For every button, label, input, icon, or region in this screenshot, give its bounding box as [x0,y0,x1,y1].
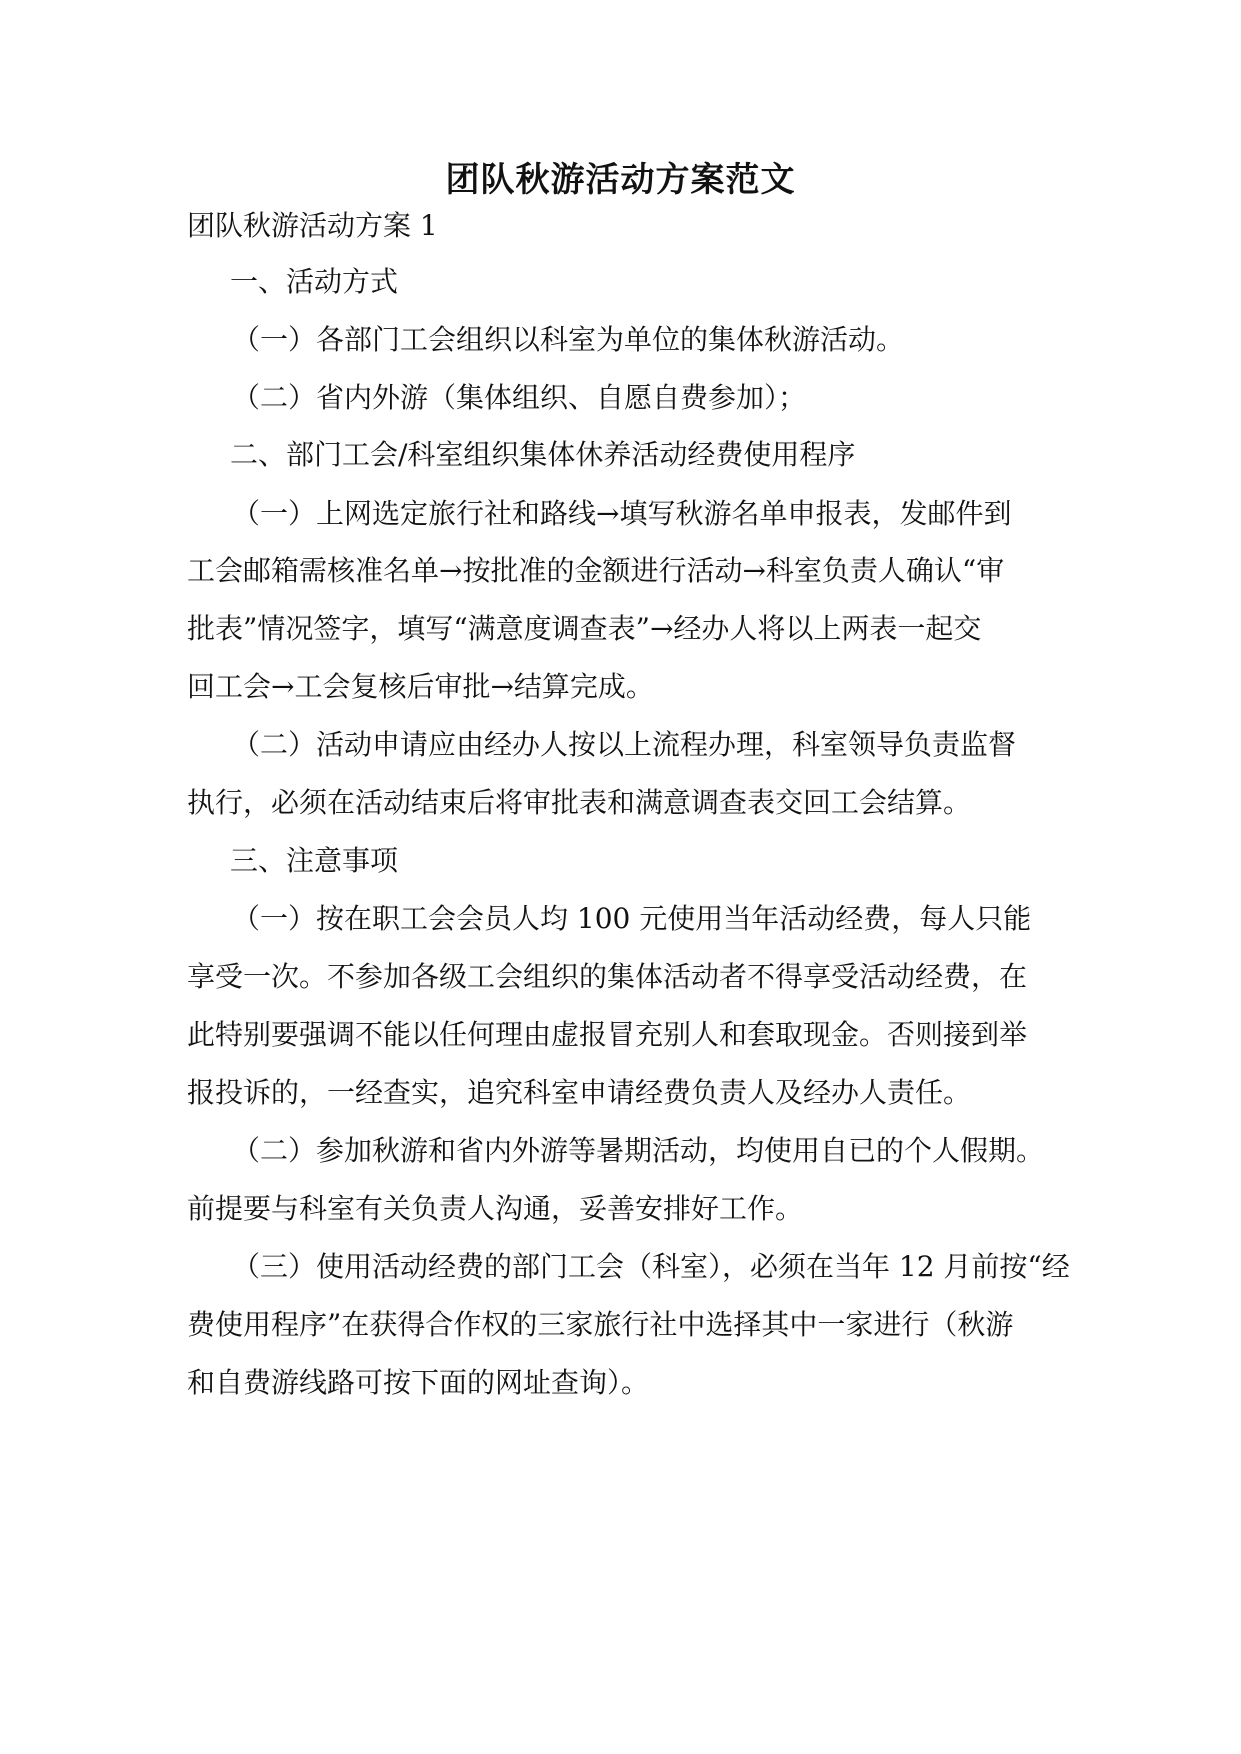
paragraph-line: （二）活动申请应由经办人按以上流程办理，科室领导负责监督 [232,728,1017,761]
plan-subtitle: 团队秋游活动方案 1 [187,209,438,242]
paragraph-line: （一）按在职工会会员人均 100 元使用当年活动经费，每人只能 [232,902,1032,935]
paragraph-line: 工会邮箱需核准名单→按批准的金额进行活动→科室负责人确认“审 [187,554,1005,587]
document-title: 团队秋游活动方案范文 [445,160,796,200]
paragraph-line: 享受一次。不参加各级工会组织的集体活动者不得享受活动经费，在 [187,960,1028,993]
paragraph-line: 批表”情况签字，填写“满意度调查表”→经办人将以上两表一起交 [187,612,982,645]
paragraph-line: 前提要与科室有关负责人沟通，妥善安排好工作。 [187,1192,804,1225]
paragraph-line: （二）参加秋游和省内外游等暑期活动，均使用自已的个人假期。 [232,1134,1045,1167]
paragraph-line: （一）上网选定旅行社和路线→填写秋游名单申报表，发邮件到 [232,497,1012,530]
paragraph-line: 和自费游线路可按下面的网址查询）。 [187,1366,650,1399]
paragraph-line: 回工会→工会复核后审批→结算完成。 [187,670,654,703]
section-heading-3: 三、注意事项 [230,844,399,877]
section-heading-1: 一、活动方式 [230,265,399,298]
section-heading-2: 二、部门工会/科室组织集体休养活动经费使用程序 [230,438,856,471]
paragraph-line: （一）各部门工会组织以科室为单位的集体秋游活动。 [232,323,905,356]
paragraph-line: 报投诉的，一经查实，追究科室申请经费负责人及经办人责任。 [187,1076,972,1109]
paragraph-line: 费使用程序”在获得合作权的三家旅行社中选择其中一家进行（秋游 [187,1308,1014,1341]
paragraph-line: 此特别要强调不能以任何理由虚报冒充别人和套取现金。否则接到举 [187,1018,1028,1051]
paragraph-line: （三）使用活动经费的部门工会（科室），必须在当年 12 月前按“经 [232,1250,1070,1283]
paragraph-line: 执行，必须在活动结束后将审批表和满意调查表交回工会结算。 [187,786,972,819]
paragraph-line: （二）省内外游（集体组织、自愿自费参加）； [232,381,807,414]
